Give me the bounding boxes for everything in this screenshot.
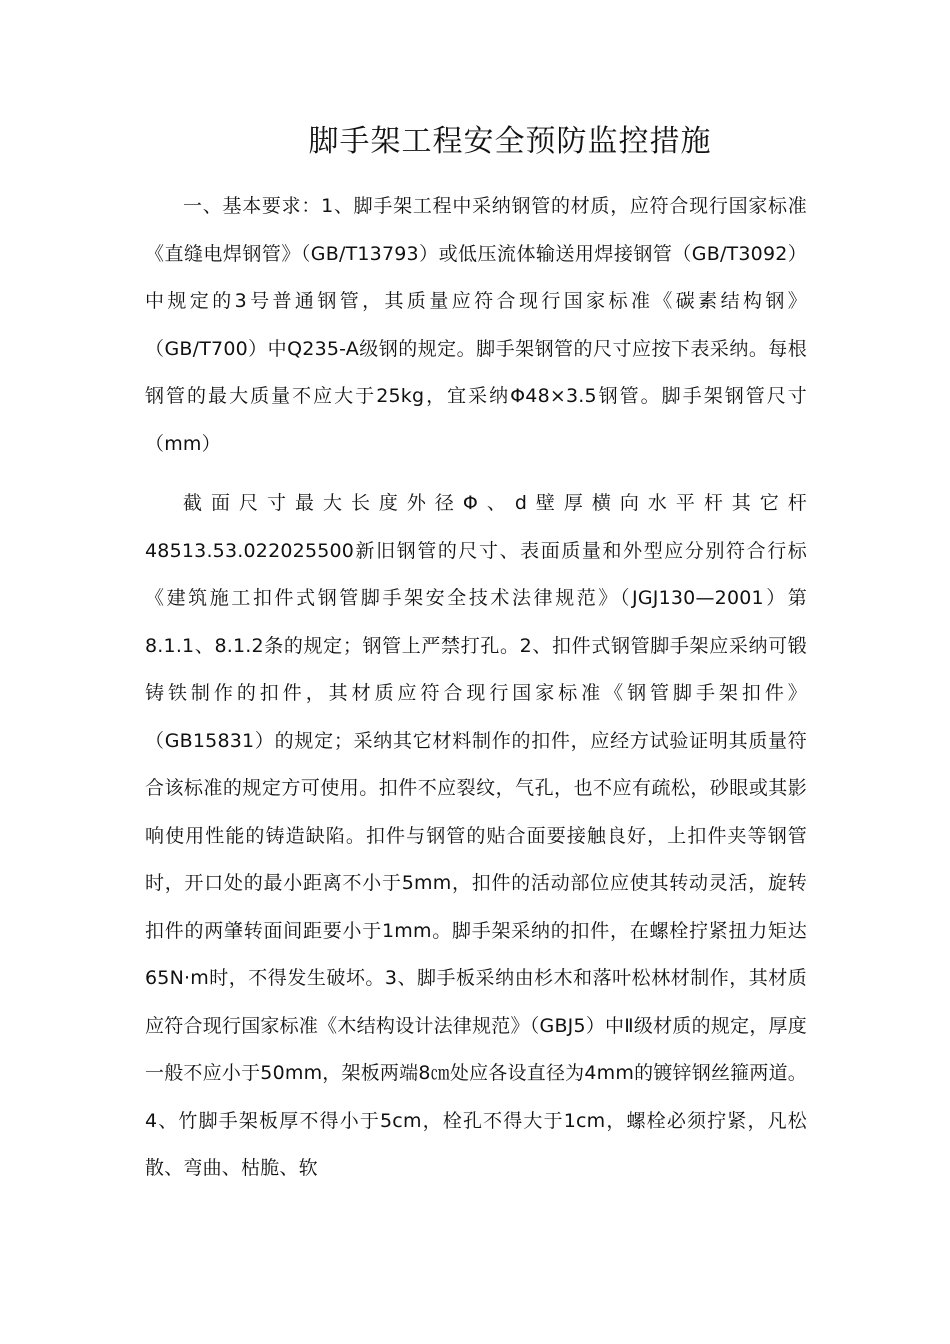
document-body: [145, 183, 807, 1205]
document-title: 脚手架工程安全预防监控措施: [308, 124, 712, 159]
paragraph-steel-pipe-dimensions: 截面尺寸最大长度外径Φ、d壁厚横向水平杆其它杆48513.53.022025500新旧钢管的尺寸、表面质量和外型应分别符合行标《建筑施工扣件式钢管脚手架安全技术法律规范》（JGJ130—2001）第8.1.1、8.1.2条的规定；钢管上严禁打孔。2、扣件式钢管脚手架应采纳可锻铸铁制作的扣件，其材质应符合现行国家标准《钢管脚手架扣件》（GB15831）的规定；采纳其它材料制作的扣件，应经方试验证明其质量符合该标准的规定方可使用。扣件不应裂纹，气孔，也不应有疏松，砂眼或其影响使用性能的铸造缺陷。扣件与钢管的贴合面要接触良好，上扣件夹等钢管时，开口处的最小距离不小于5mm，扣件的活动部位应使其转动灵活，旋转扣件的两肇转面间距要小于1mm。脚手架采纳的扣件，在螺栓拧紧扭力矩达65N·m时，不得发生破坏。3、脚手板采纳由杉木和落叶松林材制作，其材质应符合现行国家标准《木结构设计法律规范》（GBJ5）中Ⅱ级材质的规定，厚度一般不应小于50mm，架板两端8㎝处应各设直径为4mm的镀锌钢丝箍两道。4、竹脚手架板厚不得小于5cm，栓孔不得大于1cm，螺栓必须拧紧，凡松散、弯曲、枯脆、软: [145, 492, 807, 1179]
paragraph-basic-requirements: 一、基本要求：1、脚手架工程中采纳钢管的材质，应符合现行国家标准《直缝电焊钢管》（GB/T13793）或低压流体输送用焊接钢管（GB/T3092）中规定的3号普通钢管，其质量应符合现行国家标准《碳素结构钢》（GB/T700）中Q235-A级钢的规定。脚手架钢管的尺寸应按下表采纳。每根钢管的最大质量不应大于25kg，宜采纳Φ48×3.5钢管。脚手架钢管尺寸（mm）: [145, 195, 807, 455]
